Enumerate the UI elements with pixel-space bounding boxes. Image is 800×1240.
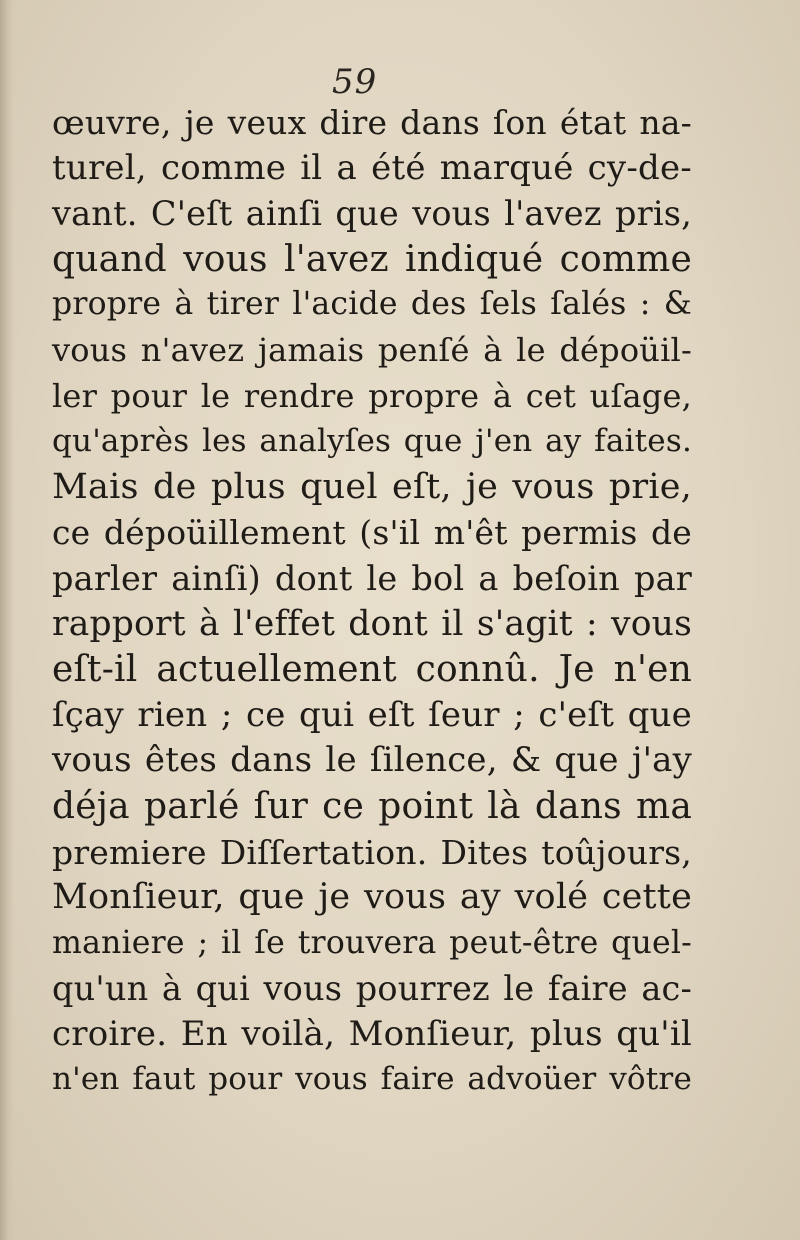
text-line: vous n'avez jamais penſé à le dépoüil-: [52, 330, 692, 369]
body-text: [52, 100, 692, 1103]
text-line: n'en faut pour vous faire advoüer vôtre: [52, 1061, 692, 1098]
text-line: eſt-il actuellement connû. Je n'en: [52, 649, 692, 691]
text-line: propre à tirer l'acide des ſels ſalés : &: [52, 286, 692, 323]
text-line: ce dépoüillement (s'il m'êt permis de: [52, 513, 692, 553]
text-line: croire. En voilà, Monſieur, plus qu'il: [52, 1013, 692, 1054]
text-line: quand vous l'avez indiqué comme: [52, 238, 692, 280]
text-line: Monſieur, que je vous ay volé cette: [52, 877, 692, 918]
text-line: vous êtes dans le ſilence, & que j'ay: [52, 740, 692, 781]
text-line: qu'un à qui vous pourrez le faire ac-: [52, 969, 692, 1009]
page-number: 59: [332, 62, 378, 102]
text-line: turel, comme il a été marqué cy-de-: [52, 147, 692, 188]
text-line: vant. C'eſt ainſi que vous l'avez pris,: [52, 194, 692, 234]
text-line: rapport à l'effet dont il s'agit : vous: [52, 603, 692, 644]
text-line: œuvre, je veux dire dans ſon état na-: [52, 103, 692, 142]
text-line: déja parlé ſur ce point là dans ma: [52, 785, 692, 827]
text-line: ler pour le rendre propre à cet uſage,: [52, 376, 692, 415]
text-line: premiere Diſſertation. Dites toûjours,: [52, 832, 692, 872]
text-line: ſçay rien ; ce qui eſt ſeur ; c'eſt que: [52, 694, 692, 735]
text-line: parler ainſi) dont le bol a beſoin par: [52, 558, 692, 598]
text-line: maniere ; il ſe trouvera peut-être quel-: [52, 924, 692, 961]
page-binding-edge: [0, 0, 14, 1240]
text-line: qu'après les analyſes que j'en ay faites.: [52, 423, 692, 460]
text-line: Mais de plus quel eſt, je vous prie,: [52, 466, 692, 507]
